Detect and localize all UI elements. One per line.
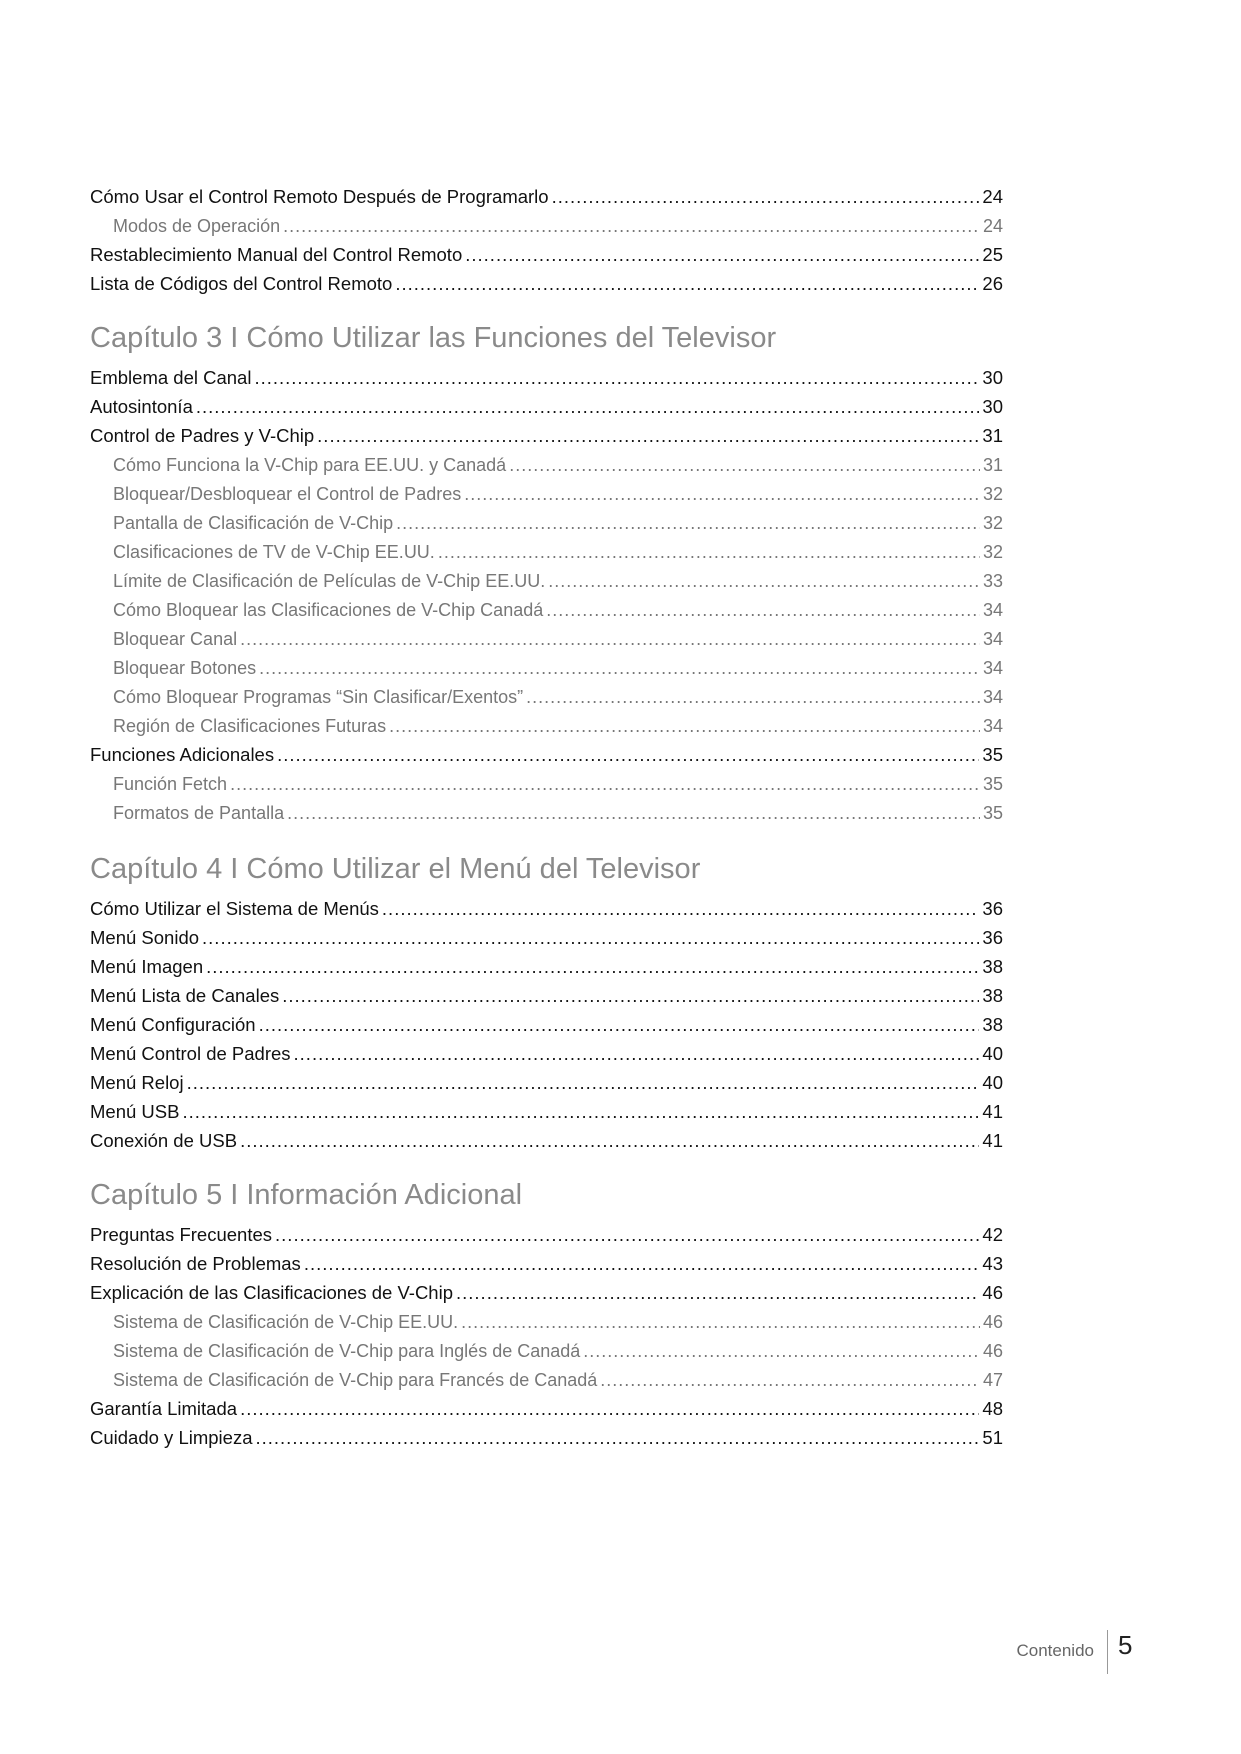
toc-entry[interactable]: [90, 1281, 1003, 1305]
toc-subentry[interactable]: [113, 214, 1003, 238]
toc-entry-label: Garantía Limitada: [90, 1398, 238, 1419]
toc-entry-page: 32: [982, 513, 1003, 533]
dot-leader: [254, 366, 979, 390]
toc-entry-label: Bloquear/Desbloquear el Control de Padres: [113, 484, 462, 504]
toc-entry[interactable]: [90, 1042, 1003, 1066]
toc-entry[interactable]: [90, 1252, 1003, 1276]
toc-entry-page: 34: [982, 600, 1003, 620]
dot-leader: [382, 897, 980, 921]
toc-entry-page: 36: [982, 927, 1003, 948]
dot-leader: [304, 1252, 980, 1276]
toc-entry-label: Menú Sonido: [90, 927, 200, 948]
toc-subentry[interactable]: [113, 685, 1003, 709]
toc-entry[interactable]: [90, 1129, 1003, 1153]
toc-entry-label: Restablecimiento Manual del Control Remoto: [90, 244, 463, 265]
toc-entry-label: Cómo Bloquear las Clasificaciones de V-Chip Canadá: [113, 600, 544, 620]
toc-entry-label: Bloquear Botones: [113, 658, 257, 678]
toc-entry-label: Cómo Utilizar el Sistema de Menús: [90, 898, 379, 919]
dot-leader: [389, 714, 980, 738]
toc-entry-page: 24: [982, 216, 1003, 236]
toc-subentry[interactable]: [113, 569, 1003, 593]
toc-entry[interactable]: [90, 926, 1003, 950]
dot-leader: [546, 598, 980, 622]
toc-entry-page: 38: [982, 956, 1003, 977]
toc-entry-page: 25: [982, 244, 1003, 265]
page-number: 5: [1118, 1630, 1133, 1660]
toc-entry[interactable]: [90, 1071, 1003, 1095]
toc-entry-page: 30: [982, 396, 1003, 417]
toc-entry[interactable]: [90, 743, 1003, 767]
toc-subentry[interactable]: [113, 801, 1003, 825]
footer-divider: [1107, 1630, 1108, 1674]
toc-entry-page: 30: [982, 367, 1003, 388]
dot-leader: [287, 801, 980, 825]
toc-entry-label: Cuidado y Limpieza: [90, 1427, 253, 1448]
dot-leader: [282, 984, 979, 1008]
toc-entry[interactable]: [90, 366, 1003, 390]
toc-entry-page: 43: [982, 1253, 1003, 1274]
toc-subentry[interactable]: [113, 1339, 1003, 1363]
dot-leader: [465, 243, 979, 267]
toc-entry-label: Menú Reloj: [90, 1072, 184, 1093]
toc-entry-page: 34: [982, 687, 1003, 707]
toc-subentry[interactable]: [113, 627, 1003, 651]
toc-entry-label: Sistema de Clasificación de V-Chip para Inglés de Canadá: [113, 1341, 581, 1361]
dot-leader: [275, 1223, 979, 1247]
toc-entry-page: 46: [982, 1282, 1003, 1303]
dot-leader: [456, 1281, 979, 1305]
toc-entry-page: 42: [982, 1224, 1003, 1245]
dot-leader: [240, 627, 980, 651]
dot-leader: [206, 955, 979, 979]
toc-entry-label: Límite de Clasificación de Películas de V-Chip EE.UU.: [113, 571, 546, 591]
toc-entry-label: Lista de Códigos del Control Remoto: [90, 273, 393, 294]
toc-entry-label: Formatos de Pantalla: [113, 803, 285, 823]
toc-entry-label: Región de Clasificaciones Futuras: [113, 716, 387, 736]
toc-entry-page: 36: [982, 898, 1003, 919]
dot-leader: [552, 185, 980, 209]
toc-entry-page: 40: [982, 1043, 1003, 1064]
toc-entry-label: Pantalla de Clasificación de V-Chip: [113, 513, 394, 533]
toc-entry-page: 24: [982, 186, 1003, 207]
toc-subentry[interactable]: [113, 511, 1003, 535]
toc-entry-label: Menú USB: [90, 1101, 180, 1122]
toc-entry-page: 48: [982, 1398, 1003, 1419]
dot-leader: [255, 1426, 979, 1450]
toc-entry-page: 35: [982, 774, 1003, 794]
toc-entry-page: 47: [982, 1370, 1003, 1390]
dot-leader: [526, 685, 980, 709]
toc-entry-label: Funciones Adicionales: [90, 744, 275, 765]
toc-entry-label: Menú Configuración: [90, 1014, 256, 1035]
toc-entry-label: Cómo Funciona la V-Chip para EE.UU. y Canadá: [113, 455, 507, 475]
toc-entry-label: Cómo Usar el Control Remoto Después de Programarlo: [90, 186, 549, 207]
toc-entry-page: 35: [982, 803, 1003, 823]
toc-entry-label: Modos de Operación: [113, 216, 281, 236]
toc-entry-page: 34: [982, 629, 1003, 649]
toc-subentry[interactable]: [113, 453, 1003, 477]
toc-subentry[interactable]: [113, 714, 1003, 738]
toc-entry[interactable]: [90, 272, 1003, 296]
toc-entry[interactable]: [90, 955, 1003, 979]
toc-entry[interactable]: [90, 185, 1003, 209]
dot-leader: [583, 1339, 980, 1363]
dot-leader: [509, 453, 980, 477]
toc-entry-page: 33: [982, 571, 1003, 591]
toc-entry[interactable]: [90, 424, 1003, 448]
dot-leader: [395, 272, 979, 296]
chapter-3-heading: Capítulo 3 I Cómo Utilizar las Funciones del Televisor: [90, 322, 777, 354]
toc-entry-page: 46: [982, 1312, 1003, 1332]
toc-subentry[interactable]: [113, 656, 1003, 680]
toc-entry[interactable]: [90, 984, 1003, 1008]
toc-subentry[interactable]: [113, 598, 1003, 622]
toc-entry-label: Control de Padres y V-Chip: [90, 425, 315, 446]
dot-leader: [230, 772, 980, 796]
dot-leader: [259, 656, 980, 680]
toc-entry-page: 31: [982, 425, 1003, 446]
toc-entry-label: Autosintonía: [90, 396, 193, 417]
toc-subentry[interactable]: [113, 1310, 1003, 1334]
toc-entry[interactable]: [90, 1426, 1003, 1450]
toc-entry[interactable]: [90, 243, 1003, 267]
toc-entry[interactable]: [90, 897, 1003, 921]
footer-section-label: Contenido: [1016, 1641, 1094, 1660]
toc-entry-page: 31: [982, 455, 1003, 475]
dot-leader: [294, 1042, 980, 1066]
toc-entry-page: 32: [982, 542, 1003, 562]
toc-entry-page: 51: [982, 1427, 1003, 1448]
toc-entry[interactable]: [90, 1397, 1003, 1421]
chapter-4-heading: Capítulo 4 I Cómo Utilizar el Menú del Televisor: [90, 853, 701, 885]
dot-leader: [259, 1013, 980, 1037]
toc-entry-label: Cómo Bloquear Programas “Sin Clasificar/Exentos”: [113, 687, 524, 707]
dot-leader: [283, 214, 980, 238]
dot-leader: [182, 1100, 979, 1124]
toc-entry-label: Sistema de Clasificación de V-Chip para Francés de Canadá: [113, 1370, 598, 1390]
toc-entry-label: Emblema del Canal: [90, 367, 252, 388]
toc-entry-page: 41: [982, 1130, 1003, 1151]
toc-entry-page: 40: [982, 1072, 1003, 1093]
dot-leader: [600, 1368, 980, 1392]
toc-entry-label: Clasificaciones de TV de V-Chip EE.UU.: [113, 542, 435, 562]
toc-entry-label: Menú Lista de Canales: [90, 985, 280, 1006]
dot-leader: [277, 743, 979, 767]
dot-leader: [202, 926, 979, 950]
toc-entry-label: Menú Imagen: [90, 956, 204, 977]
toc-entry-page: 34: [982, 716, 1003, 736]
chapter-5-heading: Capítulo 5 I Información Adicional: [90, 1179, 523, 1211]
toc-entry-label: Menú Control de Padres: [90, 1043, 291, 1064]
toc-entry-label: Resolución de Problemas: [90, 1253, 301, 1274]
dot-leader: [240, 1397, 979, 1421]
toc-entry-page: 46: [982, 1341, 1003, 1361]
dot-leader: [464, 482, 980, 506]
toc-entry-label: Sistema de Clasificación de V-Chip EE.UU.: [113, 1312, 459, 1332]
toc-entry[interactable]: [90, 1013, 1003, 1037]
dot-leader: [461, 1310, 980, 1334]
toc-subentry[interactable]: [113, 772, 1003, 796]
toc-entry[interactable]: [90, 1223, 1003, 1247]
dot-leader: [196, 395, 980, 419]
toc-entry-label: Bloquear Canal: [113, 629, 238, 649]
toc-subentry[interactable]: [113, 1368, 1003, 1392]
toc-entry-label: Función Fetch: [113, 774, 228, 794]
dot-leader: [396, 511, 980, 535]
toc-subentry[interactable]: [113, 482, 1003, 506]
toc-entry-label: Conexión de USB: [90, 1130, 238, 1151]
toc-entry-page: 32: [982, 484, 1003, 504]
toc-entry-page: 35: [982, 744, 1003, 765]
toc-entry-page: 38: [982, 985, 1003, 1006]
dot-leader: [240, 1129, 979, 1153]
toc-subentry[interactable]: [113, 540, 1003, 564]
dot-leader: [187, 1071, 980, 1095]
toc-entry-page: 41: [982, 1101, 1003, 1122]
toc-entry[interactable]: [90, 1100, 1003, 1124]
toc-entry[interactable]: [90, 395, 1003, 419]
toc-entry-label: Preguntas Frecuentes: [90, 1224, 273, 1245]
dot-leader: [438, 540, 980, 564]
toc-entry-page: 26: [982, 273, 1003, 294]
toc-entry-page: 38: [982, 1014, 1003, 1035]
toc-entry-page: 34: [982, 658, 1003, 678]
dot-leader: [317, 424, 979, 448]
dot-leader: [548, 569, 980, 593]
toc-entry-label: Explicación de las Clasificaciones de V-Chip: [90, 1282, 453, 1303]
